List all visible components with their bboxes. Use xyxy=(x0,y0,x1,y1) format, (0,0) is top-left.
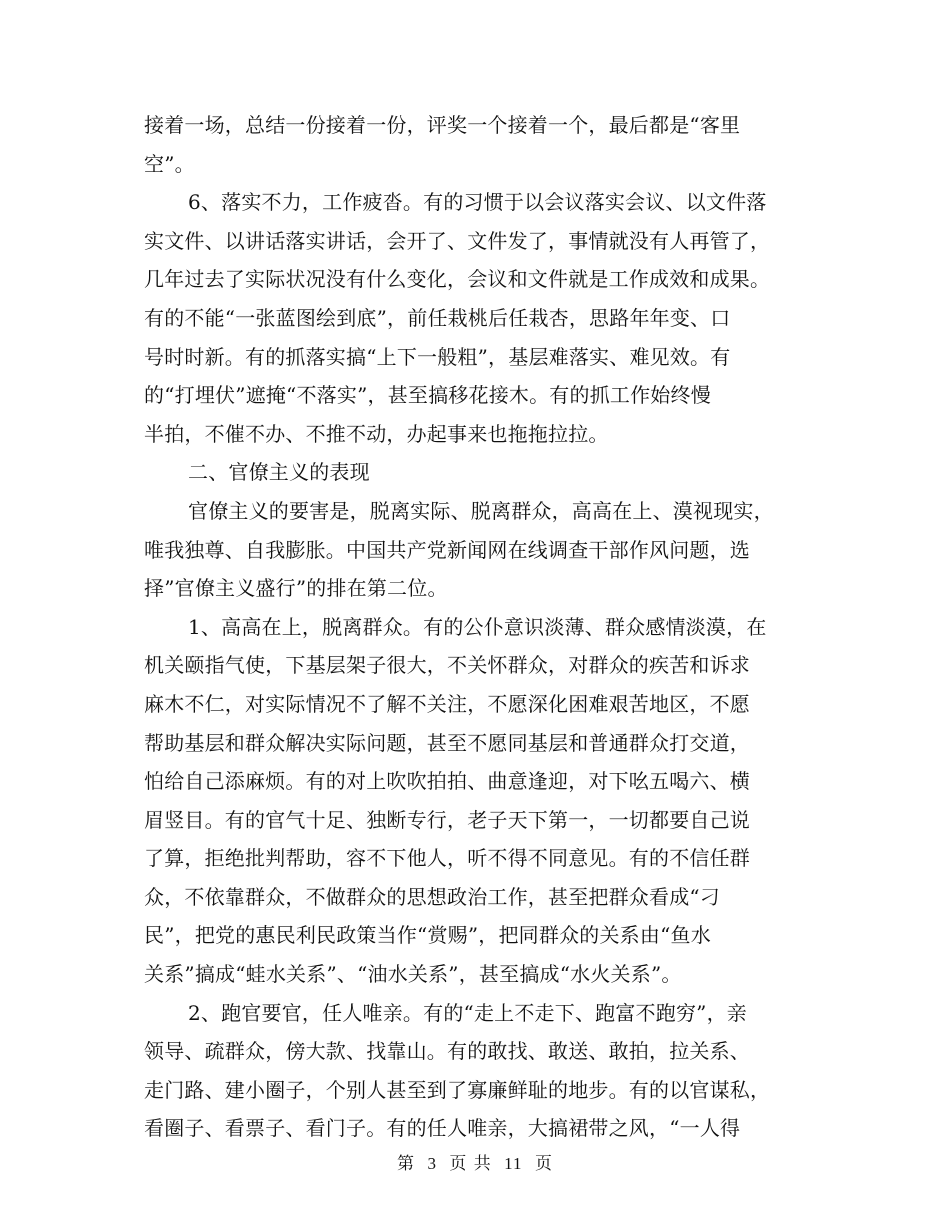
text-line: 走门路、建小圈子，个别人甚至到了寡廉鲜耻的地步。有的以官谋私， xyxy=(144,1077,771,1102)
text-line: 6、落实不力，工作疲沓。有的习惯于以会议落实会议、以文件落 xyxy=(188,190,767,215)
body-text xyxy=(144,106,808,1148)
text-line: 关系”搞成“蛙水关系”、“油水关系”，甚至搞成“水火关系”。 xyxy=(144,962,682,987)
footer-middle: 页 共 xyxy=(449,1154,492,1174)
text-line: 1、高高在上，脱离群众。有的公仆意识淡薄、群众感情淡漠，在 xyxy=(188,614,767,639)
total-pages-number: 11 xyxy=(504,1154,523,1173)
text-line: 了算，拒绝批判帮助，容不下他人，听不得不同意见。有的不信任群 xyxy=(144,846,750,871)
footer-prefix: 第 xyxy=(397,1154,416,1174)
text-line: 怕给自己添麻烦。有的对上吹吹拍拍、曲意逢迎，对下吆五喝六、横 xyxy=(144,769,750,794)
current-page-number: 3 xyxy=(427,1154,437,1173)
text-line: 麻木不仁，对实际情况不了解不关注，不愿深化困难艰苦地区，不愿 xyxy=(144,691,750,716)
text-line: 空”。 xyxy=(144,151,195,176)
text-line: 眉竖目。有的官气十足、独断专行，老子天下第一，一切都要自己说 xyxy=(144,807,750,832)
text-line: 择”官僚主义盛行”的排在第二位。 xyxy=(144,576,448,601)
footer-suffix: 页 xyxy=(534,1154,553,1174)
text-line: 的“打埋伏”遮掩“不落实”，甚至搞移花接木。有的抓工作始终慢 xyxy=(144,383,711,408)
text-line: 接着一场，总结一份接着一份，评奖一个接着一个，最后都是“客里 xyxy=(144,113,741,137)
text-line: 几年过去了实际状况没有什么变化，会议和文件就是工作成效和成果。 xyxy=(144,267,771,292)
text-line: 众，不依靠群众，不做群众的思想政治工作，甚至把群众看成“刁 xyxy=(144,884,721,909)
text-line: 实文件、以讲话落实讲话，会开了、文件发了，事情就没有人再管了， xyxy=(144,228,771,253)
text-line: 机关颐指气使，下基层架子很大，不关怀群众，对群众的疾苦和诉求 xyxy=(144,653,750,678)
text-line: 半拍，不催不办、不推不动，办起事来也拖拖拉拉。 xyxy=(144,421,609,446)
text-line: 号时时新。有的抓落实搞“上下一般粗”，基层难落实、难见效。有 xyxy=(144,344,731,369)
text-line: 民”，把党的惠民利民政策当作“赏赐”，把同群众的关系由“鱼水 xyxy=(144,923,711,948)
text-line: 2、跑官要官，任人唯亲。有的“走上不走下、跑富不跑穷”，亲 xyxy=(188,1000,747,1025)
text-line: 领导、疏群众，傍大款、找靠山。有的敢找、敢送、敢拍，拉关系、 xyxy=(144,1039,750,1064)
page-footer xyxy=(0,1152,950,1176)
text-line: 唯我独尊、自我膨胀。中国共产党新闻网在线调查干部作风问题，选 xyxy=(144,537,750,562)
text-line: 官僚主义的要害是，脱离实际、脱离群众，高高在上、漠视现实， xyxy=(188,498,774,523)
section-heading: 二、官僚主义的表现 xyxy=(188,460,370,485)
text-line: 看圈子、看票子、看门子。有的任人唯亲，大搞裙带之风，“一人得 xyxy=(144,1116,741,1141)
text-line: 帮助基层和群众解决实际问题，甚至不愿同基层和普通群众打交道， xyxy=(144,730,750,755)
text-line: 有的不能“一张蓝图绘到底”，前任栽桃后任栽杏，思路年年变、口 xyxy=(144,305,731,330)
